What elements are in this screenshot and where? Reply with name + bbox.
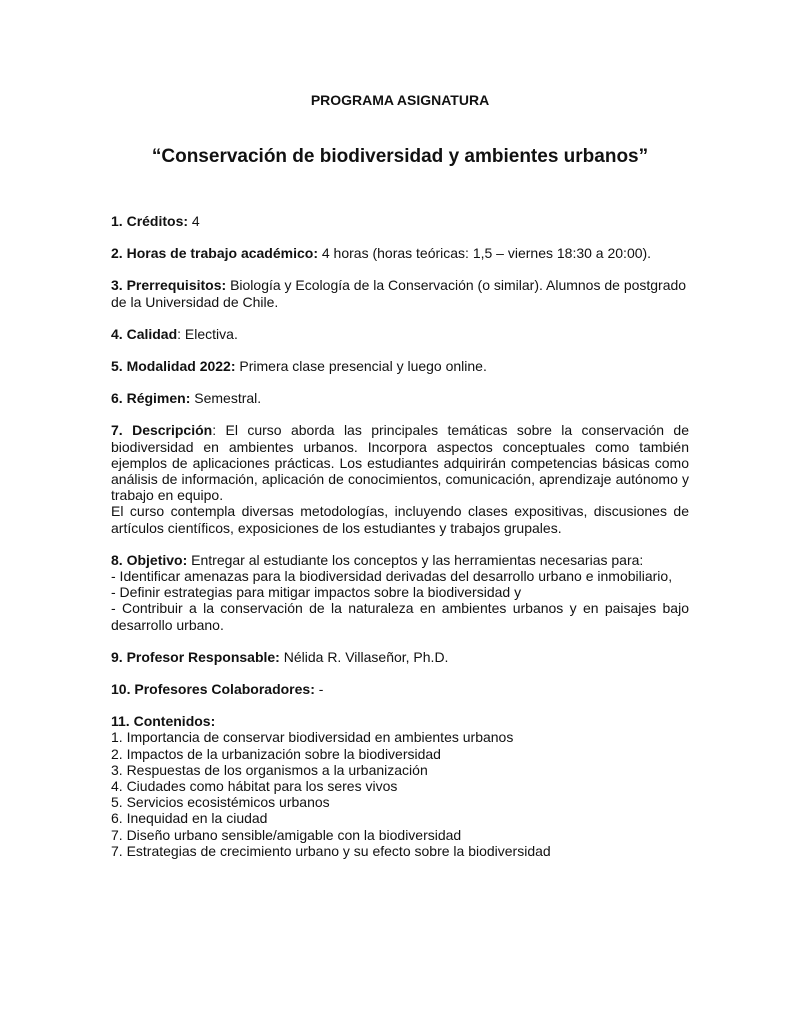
contenido-item: 3. Respuestas de los organismos a la urbanización	[111, 761, 428, 778]
section-objetivo	[111, 552, 689, 633]
section-label: Modalidad 2022:	[126, 358, 236, 375]
contenido-item: 1. Importancia de conservar biodiversidad en ambientes urbanos	[111, 729, 514, 746]
section-text: : Electiva.	[177, 325, 238, 342]
contenido-item: 7. Diseño urbano sensible/amigable con la biodiversidad	[111, 826, 462, 843]
section-label: Profesor Responsable:	[126, 648, 280, 665]
descripcion-paragraph-2: El curso contempla diversas metodologías, incluyendo clases expositivas, discusiones de artículos científicos, exposiciones de los estudiantes y trabajos grupales.	[111, 503, 689, 536]
section-label: Calidad	[126, 325, 178, 342]
section-text: Primera clase presencial y luego online.	[239, 358, 487, 375]
section-number: 2.	[111, 245, 123, 262]
section-number: 6.	[111, 390, 123, 407]
section-number: 8.	[111, 551, 123, 568]
section-label: Créditos:	[126, 213, 189, 229]
contenido-item: 6. Inequidad en la ciudad	[111, 810, 268, 827]
course-title: “Conservación de biodiversidad y ambientes urbanos”	[151, 146, 649, 167]
section-number: 1.	[111, 213, 123, 229]
objetivo-item: - Identificar amenazas para la biodiversidad derivadas del desarrollo urbano e inmobiliario,	[111, 568, 673, 585]
section-text: 4	[191, 213, 200, 229]
section-text: -	[318, 681, 324, 698]
section-number: 4.	[111, 325, 123, 342]
section-regimen	[111, 390, 689, 406]
objetivo-item: - Contribuir a la conservación de la naturaleza en ambientes urbanos y en paisajes bajo desarrollo urbano.	[111, 600, 689, 633]
section-descripcion	[111, 422, 689, 535]
section-text: Semestral.	[194, 390, 262, 407]
section-prerrequisitos	[111, 277, 689, 309]
section-number: 9.	[111, 648, 123, 665]
program-content	[111, 213, 689, 875]
section-text: 4 horas (horas teóricas: 1,5 – viernes 18:30 a 20:00).	[321, 245, 652, 262]
contenido-item: 4. Ciudades como hábitat para los seres vivos	[111, 778, 398, 795]
section-label: Profesores Colaboradores:	[134, 681, 315, 698]
section-number: 10.	[111, 681, 131, 698]
section-horas	[111, 245, 689, 261]
contenidos-heading	[111, 713, 689, 729]
section-text: Biología y Ecología de la Conservación (o similar). Alumnos de postgrado de la Universidad de Chile.	[111, 277, 687, 310]
section-label: Régimen:	[126, 390, 191, 407]
section-text: Nélida R. Villaseñor, Ph.D.	[283, 648, 449, 665]
section-label: Horas de trabajo académico:	[126, 245, 318, 262]
contenido-item: 5. Servicios ecosistémicos urbanos	[111, 794, 330, 811]
section-calidad	[111, 326, 689, 342]
objetivo-intro	[111, 552, 689, 568]
descripcion-paragraph	[111, 422, 689, 503]
section-text: : El curso aborda las principales temáticas sobre la conservación de biodiversidad en ambientes urbanos. Incorpora aspectos conceptuales como también ejemplos de aplicaciones prácticas. Los estudiantes adquirirán competencias básicas como análisis de información, aplicación de conocimientos, comunicación, aprendizaje autónomo y trabajo en equipo.	[111, 422, 689, 504]
contenido-item: 7. Estrategias de crecimiento urbano y su efecto sobre la biodiversidad	[111, 842, 551, 859]
section-modalidad	[111, 358, 689, 374]
section-contenidos	[111, 713, 689, 859]
section-label: Objetivo:	[126, 551, 188, 568]
section-label: Prerrequisitos:	[126, 277, 227, 294]
section-colaboradores	[111, 681, 689, 697]
section-number: 7.	[111, 422, 123, 439]
document-label: PROGRAMA ASIGNATURA	[310, 92, 490, 108]
section-number: 11.	[111, 713, 130, 730]
section-text: Entregar al estudiante los conceptos y las herramientas necesarias para:	[191, 551, 644, 568]
section-creditos	[111, 213, 689, 229]
section-number: 5.	[111, 358, 123, 375]
contenido-item: 2. Impactos de la urbanización sobre la biodiversidad	[111, 745, 441, 762]
section-number: 3.	[111, 277, 123, 294]
objetivo-item: - Definir estrategias para mitigar impactos sobre la biodiversidad y	[111, 584, 522, 601]
section-profesor	[111, 649, 689, 665]
section-label: Contenidos:	[133, 713, 216, 730]
section-label: Descripción	[132, 422, 213, 439]
